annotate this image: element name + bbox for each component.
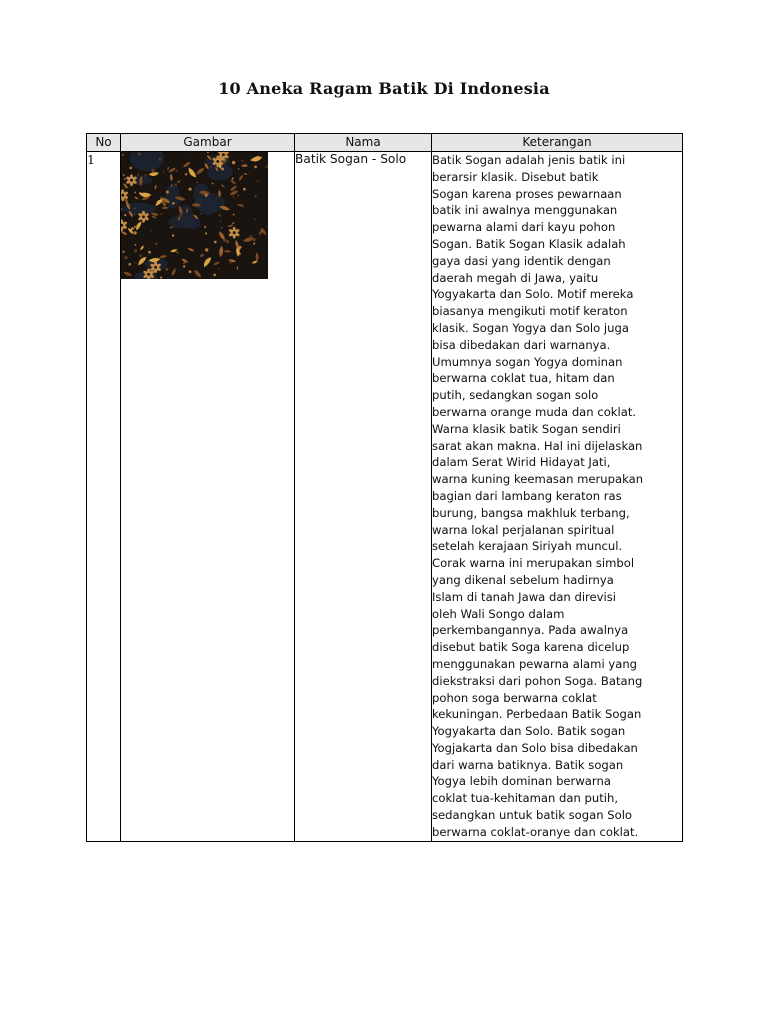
description-line: bisa dibedakan dari warnanya. (432, 337, 611, 352)
description-line: coklat tua-kehitaman dan putih, (432, 791, 619, 806)
description-line: warna kuning keemasan merupakan (432, 472, 644, 487)
description-line: Warna klasik batik Sogan sendiri (432, 421, 621, 436)
description-line: biasanya mengikuti motif keraton (432, 304, 628, 319)
description-line: pewarna alami dari kayu pohon (432, 220, 616, 235)
description-line: Sogan karena proses pewarnaan (432, 186, 622, 201)
description-line: Islam di tanah Jawa dan direvisi (432, 589, 617, 604)
row-description (432, 152, 683, 842)
description-line: dari warna batiknya. Batik sogan (432, 757, 624, 772)
description-line: daerah megah di Jawa, yaitu (432, 270, 599, 285)
row-image-cell (121, 152, 295, 842)
description-line: disebut batik Soga karena dicelup (432, 640, 630, 655)
table-row (87, 152, 683, 842)
description-line: gaya dasi yang identik dengan (432, 253, 611, 268)
table-header-row (87, 134, 683, 152)
header-no: No (87, 134, 121, 152)
description-line: Corak warna ini merupakan simbol (432, 556, 635, 571)
description-line: putih, sedangkan sogan solo (432, 388, 599, 403)
description-line: sarat akan makna. Hal ini dijelaskan (432, 438, 643, 453)
description-line: batik ini awalnya menggunakan (432, 203, 618, 218)
description-line: bagian dari lambang keraton ras (432, 488, 622, 503)
document-title: 10 Aneka Ragam Batik Di Indonesia (218, 79, 550, 98)
description-line: Yogyakarta dan Solo. Motif mereka (432, 287, 634, 302)
description-line: berarsir klasik. Disebut batik (432, 169, 599, 184)
row-number: 1 (87, 152, 121, 842)
description-line: Sogan. Batik Sogan Klasik adalah (432, 236, 626, 251)
description-line: Umumnya sogan Yogya dominan (432, 354, 623, 369)
description-line: menggunakan pewarna alami yang (432, 656, 638, 671)
description-line: klasik. Sogan Yogya dan Solo juga (432, 320, 629, 335)
description-line: diekstraksi dari pohon Soga. Batang (432, 673, 643, 688)
description-line: Yogya lebih dominan berwarna (432, 774, 611, 789)
description-line: pohon soga berwarna coklat (432, 690, 597, 705)
row-name: Batik Sogan - Solo (295, 152, 432, 842)
description-line: perkembangannya. Pada awalnya (432, 623, 629, 638)
header-gambar: Gambar (121, 134, 295, 152)
description-line: warna lokal perjalanan spiritual (432, 522, 615, 537)
description-line: dalam Serat Wirid Hidayat Jati, (432, 455, 611, 470)
description-line: berwarna orange muda dan coklat. (432, 404, 637, 419)
description-line: Yogyakarta dan Solo. Batik sogan (432, 724, 626, 739)
description-line: setelah kerajaan Siriyah muncul. (432, 539, 623, 554)
description-line: berwarna coklat tua, hitam dan (432, 371, 615, 386)
description-line: oleh Wali Songo dalam (432, 606, 565, 621)
description-line: sedangkan untuk batik sogan Solo (432, 808, 633, 823)
description-line: kekuningan. Perbedaan Batik Sogan (432, 707, 642, 722)
description-line: Batik Sogan adalah jenis batik ini (432, 153, 626, 167)
description-line: burung, bangsa makhluk terbang, (432, 505, 630, 520)
description-line: berwarna coklat-oranye dan coklat. (432, 824, 639, 839)
header-nama: Nama (295, 134, 432, 152)
description-line: Yogjakarta dan Solo bisa dibedakan (432, 740, 638, 755)
batik-sogan-pattern-image (121, 152, 268, 279)
description-line: yang dikenal sebelum hadirnya (432, 572, 614, 587)
header-keterangan: Keterangan (432, 134, 683, 152)
batik-table (86, 133, 683, 842)
